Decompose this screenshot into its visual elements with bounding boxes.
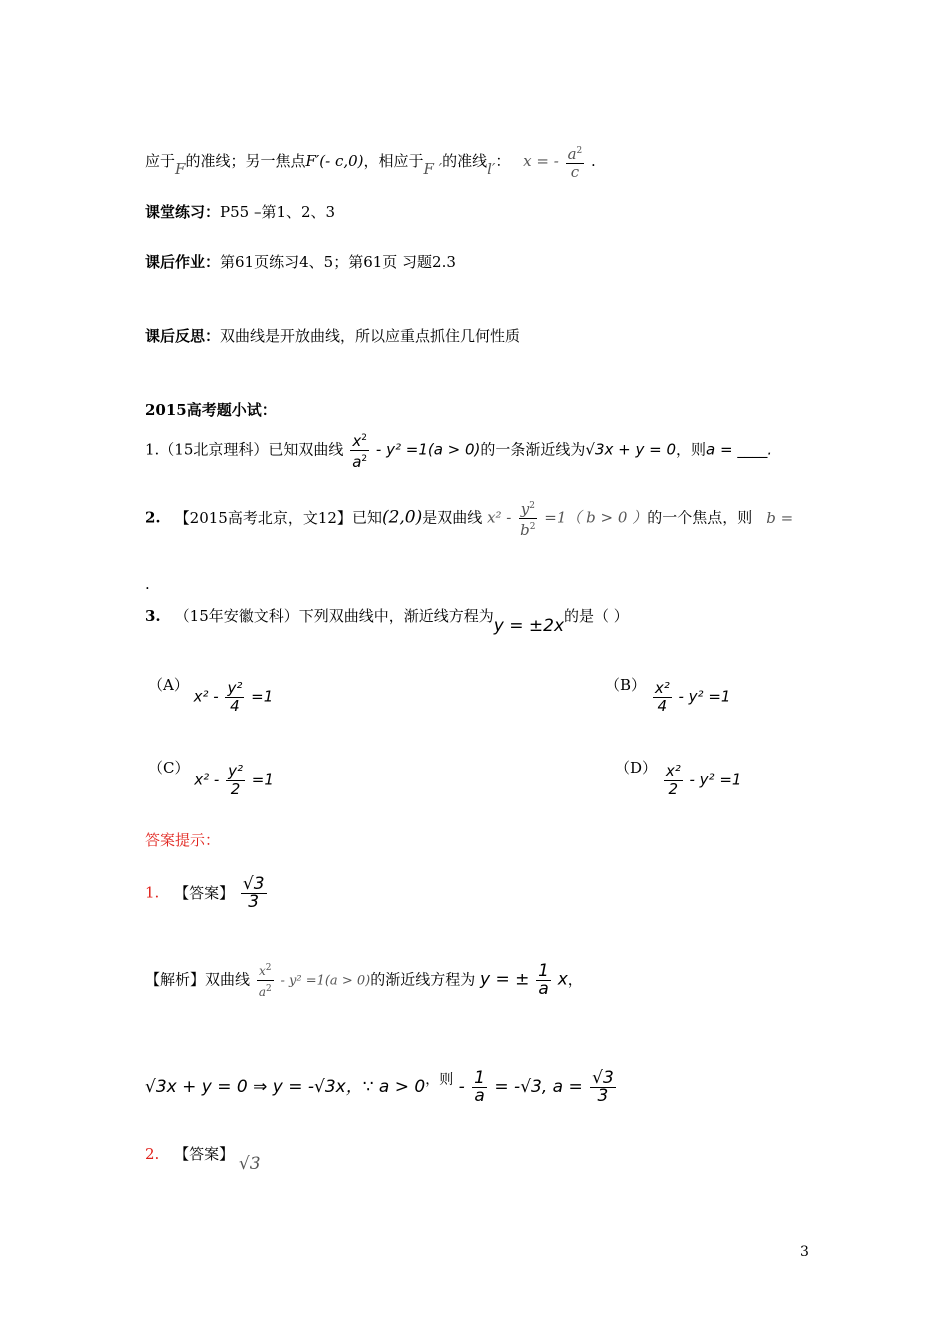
reflection-line: 课后反思：双曲线是开放曲线，所以应重点抓住几何性质 (145, 327, 521, 345)
text-line-focus: 应于F的准线；另一焦点F′(- c,0)，相应于F ′的准线l′： x = - $\frac{a^2}{c}$ . (145, 145, 596, 181)
analysis-line: 【解析】双曲线 $\frac{x^2}{a^2}$ - y² =1(a > 0)的渐近线方程为 y = ± $\frac{1}{a}$ x， (145, 961, 583, 999)
fraction-x2-over-a2: $\frac{x^2}{a^2}$ (352, 432, 368, 471)
math-focus-point: F′(- c,0) (305, 152, 364, 170)
option-c: （C） x² - $\frac{\text{y²}}{2}$ =1 (148, 758, 274, 798)
math-F: F (175, 160, 186, 178)
option-a: （A） x² - $\frac{\text{y²}}{4}$ =1 (148, 675, 274, 715)
option-b: （B） $\frac{\text{x²}}{4}$ - y² =1 (605, 675, 731, 715)
question-3: 3. （15年安徽文科）下列双曲线中，渐近线方程为y = ±2x的是（ ） (145, 607, 629, 636)
fraction-sqrt3-over-3: $\frac{√3}{3}$ (242, 874, 265, 912)
answer-1: 1. 【答案】 $\frac{√3}{3}$ (145, 874, 265, 912)
derivation-line: √3x + y = 0 ⇒ y = -√3x，∵ $a > 0^{,则}$ - $\frac{1}{a}$ = -√3, a = $\frac{√3}{3}$ (145, 1068, 614, 1106)
answer-2: 2. 【答案】 √3 (145, 1145, 261, 1174)
question-1: 1.（15北京理科）已知双曲线 $\frac{x^2}{a^2}$ - y² =1(a > 0)的一条渐近线为√3x + y = 0，则a = ____. (145, 432, 773, 471)
classwork-line: 课堂练习：P55 –第1、2、3 (145, 203, 336, 221)
option-d: （D） $\frac{\text{x²}}{2}$ - y² =1 (615, 758, 742, 798)
answer-hint-heading: 答案提示： (145, 831, 221, 849)
fraction-a2-over-c: $\frac{a^2}{c}$ (567, 145, 583, 181)
question-2-blank: . (145, 575, 150, 593)
question-2: 2. 【2015高考北京，文12】已知(2,0)是双曲线 x² - $\frac{y^2}{b^2}$ =1（ b > 0 ）的一个焦点，则 b = (145, 500, 794, 539)
homework-line: 课后作业：第61页练习4、5；第61页 习题2.3 (145, 253, 456, 271)
page-number: 3 (800, 1244, 809, 1260)
fraction-y2-over-b2: $\frac{y^2}{b^2}$ (520, 500, 536, 539)
quiz-title: 2015高考题小试： (145, 401, 277, 419)
